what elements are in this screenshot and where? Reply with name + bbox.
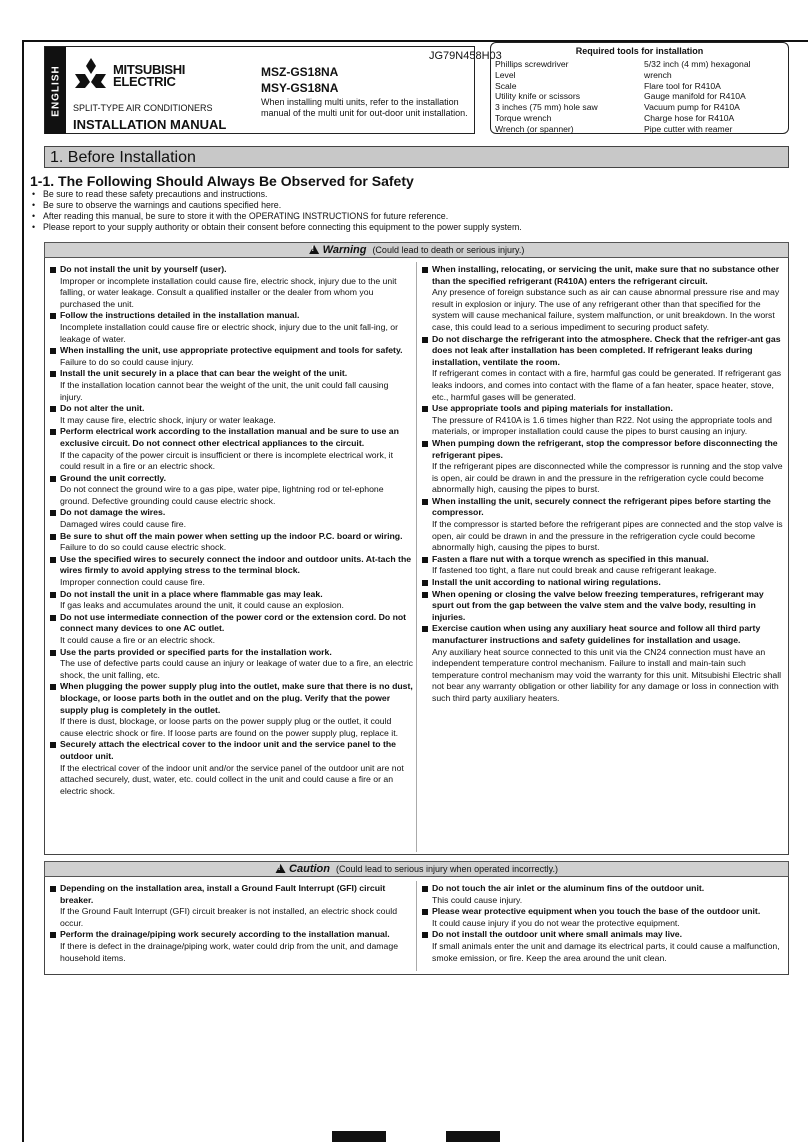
warning-description: (Could lead to death or serious injury.) xyxy=(372,245,525,255)
caution-banner xyxy=(44,861,789,877)
warning-column-left xyxy=(49,264,413,797)
caution-item: Do not touch the air inlet or the aluminum fins of the outdoor unit. This could cause injury. xyxy=(421,883,785,906)
language-tab: ENGLISH xyxy=(45,47,66,134)
subsection-title: 1-1. The Following Should Always Be Observed for Safety xyxy=(30,173,414,189)
tool-item: 3 inches (75 mm) hole saw xyxy=(495,102,598,113)
document-code: JG79N458H03 xyxy=(429,50,502,62)
footer-tab xyxy=(332,1131,386,1142)
warning-item: Install the unit securely in a place that can bear the weight of the unit. If the installation location cannot bear the weight of the unit, the unit could fall causing injury. xyxy=(49,368,413,403)
tool-item: 5/32 inch (4 mm) hexagonal xyxy=(644,59,751,69)
warning-item: Do not use intermediate connection of the power cord or the extension cord. Do not connect many devices to one AC outlet. It could cause a fire or an electric shock. xyxy=(49,612,413,647)
warning-item: Use the parts provided or specified parts for the installation work. The use of defective parts could cause an injury or leakage of water due to a fire, an electric shock, the unit falling, etc. xyxy=(49,647,413,682)
tool-item: wrench xyxy=(644,69,672,80)
tool-item: Wrench (or spanner) xyxy=(495,123,574,134)
section-title-bar xyxy=(44,146,789,168)
caution-item: Perform the drainage/piping work securely according to the installation manual. If there is defect in the drainage/piping work, water could drip from the unit, and damage household items. xyxy=(49,929,413,964)
tool-item: Flare tool for R410A xyxy=(644,80,721,91)
warning-item: Use the specified wires to securely connect the indoor and outdoor units. At-tach the wires firmly to avoid applying stress to the terminal block. Improper connection could cause fire. xyxy=(49,554,413,589)
caution-item: Do not install the outdoor unit where small animals may live. If small animals enter the unit and damage its electrical parts, it could cause a malfunction, smoke emission, or fire. Keep the area around the unit clean. xyxy=(421,929,785,964)
list-item: • Please report to your supply authority or obtain their consent before connecting this equipment to the power supply system. xyxy=(30,222,790,233)
caution-triangle-icon xyxy=(275,864,285,873)
required-tools-box xyxy=(490,42,789,134)
warning-label: Warning xyxy=(322,244,367,256)
mitsubishi-logo-icon xyxy=(73,57,109,89)
manual-title: INSTALLATION MANUAL xyxy=(73,117,227,132)
header-box xyxy=(44,46,502,134)
model-2: MSY-GS18NA xyxy=(261,81,339,95)
warning-item: When opening or closing the valve below freezing temperatures, refrigerant may spurt out from the gap between the valve stem and the valve body, resulting in injuries. xyxy=(421,589,785,624)
warning-item: Perform electrical work according to the installation manual and be sure to use an exclusive circuit. Do not connect other electrical appliances to the circuit. If the capacity of the power circuit is insufficient or there is incomplete electrical work, it could result in a fire or an electric shock. xyxy=(49,426,413,472)
warning-triangle-icon xyxy=(309,245,319,254)
caution-label: Caution xyxy=(289,863,330,875)
warning-item: Exercise caution when using any auxiliary heat source and follow all third party manufacturer instructions and safety guidelines for installation and usage. Any auxiliary heat source connected to this unit via the CN24 connection must have an independent temperature control mechanism. Failure to install and main-tain such temperature control mechanism may void the warranty for this unit. Mitsubishi Electric shall not bear any warranty obligation or other liability for any damage or loss in connection with such third party auxiliary heaters. xyxy=(421,623,785,704)
tool-item: Level xyxy=(495,69,516,80)
warning-item: Do not damage the wires. Damaged wires could cause fire. xyxy=(49,507,413,530)
model-numbers xyxy=(261,64,338,96)
warning-item: Follow the instructions detailed in the installation manual. Incomplete installation could cause fire or electric shock, injury due to the unit fall-ing, or leakage of water. xyxy=(49,310,413,345)
footer-tab xyxy=(446,1131,500,1142)
tools-list-left xyxy=(495,59,645,135)
caution-description: (Could lead to serious injury when operated incorrectly.) xyxy=(336,864,558,874)
tools-list-right xyxy=(644,59,788,135)
warning-banner xyxy=(44,242,789,258)
list-item: • Be sure to read these safety precautions and instructions. xyxy=(30,189,790,200)
tool-item: Gauge manifold for R410A xyxy=(644,91,746,102)
caution-item: Depending on the installation area, install a Ground Fault Interrupt (GFI) circuit breaker. If the Ground Fault Interrupt (GFI) circuit breaker is not installed, an electric shock could occur. xyxy=(49,883,413,929)
warning-item: Ground the unit correctly. Do not connect the ground wire to a gas pipe, water pipe, lightning rod or tel-ephone ground. Defective grounding could cause electric shock. xyxy=(49,473,413,508)
caution-column-left xyxy=(49,883,413,964)
multi-unit-note: When installing multi units, refer to the installation manual of the multi unit for out-door unit installation. xyxy=(261,97,468,118)
model-1: MSZ-GS18NA xyxy=(261,65,339,79)
tool-item: Torque wrench xyxy=(495,112,552,123)
warning-item: When installing, relocating, or servicing the unit, make sure that no substance other than the specified refrigerant (R410A) enters the refrigerant circuit. Any presence of foreign substance such as air can cause abnormal pressure rise and may result in explosion or injury. The use of any refrigerant other than that specified for the system will cause mechanical failure, system malfunction, or unit breakdown. In the worst case, this could lead to a serious impediment to securing product safety. xyxy=(421,264,785,334)
caution-column-right xyxy=(421,883,785,964)
warning-item: Install the unit according to national wiring regulations. xyxy=(421,577,785,589)
tool-item: Phillips screwdriver xyxy=(495,59,569,69)
warning-item: Use appropriate tools and piping materials for installation. The pressure of R410A is 1.6 times higher than R22. Not using the appropriate tools and materials, or improper installation could cause the pipes to burst causing an injury. xyxy=(421,403,785,438)
warning-item: Securely attach the electrical cover to the indoor unit and the service panel to the outdoor unit. If the electrical cover of the indoor unit and/or the service panel of the outdoor unit are not attached securely, dust, water, etc. could collect in the unit and could cause a fire or an electric shock. xyxy=(49,739,413,797)
warning-item: Do not install the unit by yourself (user). Improper or incomplete installation could cause fire, electric shock, injury due to the unit falling, or water leakage. Consult a qualified installer or the dealer from whom you purchased the unit. xyxy=(49,264,413,310)
warning-item: When installing the unit, use appropriate protective equipment and tools for safety. Failure to do so could cause injury. xyxy=(49,345,413,368)
warning-item: Do not alter the unit. It may cause fire, electric shock, injury or water leakage. xyxy=(49,403,413,426)
tool-item: Scale xyxy=(495,80,517,91)
tool-item: Utility knife or scissors xyxy=(495,91,580,102)
column-divider xyxy=(416,262,417,852)
list-item: • Be sure to observe the warnings and cautions specified here. xyxy=(30,200,790,211)
warning-item: Do not discharge the refrigerant into the atmosphere. Check that the refriger-ant gas does not leak after installation has been completed. If refrigerant leaks during installation, ventilate the room. If refrigerant comes in contact with a fire, harmful gas could be generated. If refrigerant gas leaks indoors, and comes into contact with the flame of a fan heater, space heater, stove, etc., harmful gases will be generated. xyxy=(421,334,785,404)
product-type: SPLIT-TYPE AIR CONDITIONERS xyxy=(73,103,213,113)
warning-item: Be sure to shut off the main power when setting up the indoor P.C. board or wiring. Failure to do so could cause electric shock. xyxy=(49,531,413,554)
tool-item: Charge hose for R410A xyxy=(644,112,735,123)
warning-item: When plugging the power supply plug into the outlet, make sure that there is no dust, blockage, or loose parts both in the outlet and on the plug. Verify that the power supply plug is completely in the outlet. If there is dust, blockage, or loose parts on the power supply plug or the outlet, it could cause electric shock or fire. If loose parts are found on the power supply plug, replace it. xyxy=(49,681,413,739)
list-item: • After reading this manual, be sure to store it with the OPERATING INSTRUCTIONS for future reference. xyxy=(30,211,790,222)
intro-bullets xyxy=(30,189,790,233)
warning-item: Fasten a flare nut with a torque wrench as specified in this manual. If fastened too tight, a flare nut could break and cause refrigerant leakage. xyxy=(421,554,785,577)
warning-column-right xyxy=(421,264,785,705)
column-divider xyxy=(416,881,417,971)
tools-title: Required tools for installation xyxy=(575,46,704,56)
section-title: 1. Before Installation xyxy=(50,149,196,166)
warning-item: When installing the unit, securely connect the refrigerant pipes before starting the compressor. If the compressor is started before the refrigerant pipes are connected and the stop valve is open, air could be drawn in and the pressure in the refrigeration cycle could become abnormally high, causing the pipes to burst. xyxy=(421,496,785,554)
warning-item: When pumping down the refrigerant, stop the compressor before disconnecting the refrigerant pipes. If the refrigerant pipes are disconnected while the compressor is running and the stop valve is open, air could be drawn in and the pressure in the refrigeration cycle could become abnormally high, causing the pipes to burst. xyxy=(421,438,785,496)
brand-name: MITSUBISHI ELECTRIC xyxy=(113,62,186,89)
tool-item: Pipe cutter with reamer xyxy=(644,123,733,134)
warning-item: Do not install the unit in a place where flammable gas may leak. If gas leaks and accumulates around the unit, it could cause an explosion. xyxy=(49,589,413,612)
caution-item: Please wear protective equipment when you touch the base of the outdoor unit. It could cause injury if you do not wear the protective equipment. xyxy=(421,906,785,929)
tool-item: Vacuum pump for R410A xyxy=(644,102,740,113)
